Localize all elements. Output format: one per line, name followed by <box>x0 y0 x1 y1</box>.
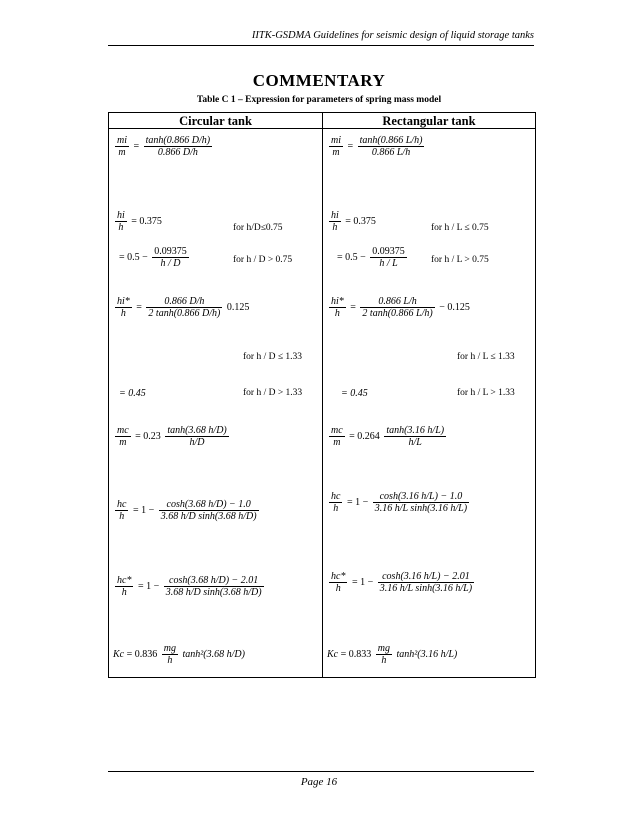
rectangular-hi-star-formula: $\frac{hi*}{h}$ = $\frac{0.866 L/h}{2 \tanh(0.866 L/h)}$ − 0.125 <box>331 296 470 319</box>
rectangular-mc-formula: $\frac{mc}{m}$ = 0.264 $\frac{\tanh(3.16 h/L)}{h/L}$ <box>331 425 445 448</box>
circular-hi-formula-2: = 0.5 − $\frac{0.09375}{h / D}$ <box>119 246 187 269</box>
circular-kc-formula: Kc = 0.836 $\frac{mg}{h}$ tanh²(3.68 h/D) <box>113 643 245 666</box>
rectangular-hi-condition-2: for h / L > 0.75 <box>431 255 489 265</box>
rectangular-hi-condition-1: for h / L ≤ 0.75 <box>431 223 489 233</box>
rectangular-hi-star-condition-2: for h / L > 1.33 <box>457 388 515 398</box>
circular-mi-formula: $\frac{mi}{m}$ = $\frac{\tanh(0.866 D/h)}{0.866 D/h}$ <box>117 135 211 158</box>
rectangular-hc-formula: $\frac{hc}{h}$ = 1 − $\frac{\cosh(3.16 h/L) - 1.0}{\text{3.16 h/L sinh(3.16 h/L)}}$ <box>331 491 468 514</box>
column-divider <box>322 113 323 677</box>
rectangular-hi-formula-1: $\frac{hi}{h}$ = 0.375 <box>331 210 376 233</box>
section-heading: COMMENTARY <box>252 71 386 90</box>
column-header-rectangular: Rectangular tank <box>382 114 476 128</box>
circular-hi-condition-1: for h/D≤0.75 <box>233 223 283 233</box>
circular-hc-formula: $\frac{hc}{h}$ = 1 − $\frac{\cosh(3.68 h/D) - 1.0}{\text{3.68 h/D sinh(3.68 h/D)}}$ <box>117 499 257 522</box>
rectangular-hc-star-formula: $\frac{hc*}{h}$ = 1 − $\frac{\cosh(3.16 h/L) - 2.01}{\text{3.16 h/L sinh(3.16 h/L)}}$ <box>331 571 473 594</box>
circular-hi-star-formula: $\frac{hi*}{h}$ = $\frac{0.866 D/h}{2 \tanh(0.866 D/h)}$ 0.125 <box>117 296 250 319</box>
circular-mc-formula: $\frac{mc}{m}$ = 0.23 $\frac{\tanh(3.68 h/D)}{h/D}$ <box>117 425 227 448</box>
circular-hi-formula-1: $\frac{hi}{h}$ = 0.375 <box>117 210 162 233</box>
rectangular-kc-formula: Kc = 0.833 $\frac{mg}{h}$ tanh²(3.16 h/L) <box>327 643 458 666</box>
circular-hi-star-formula-2: = 0.45 <box>119 388 146 399</box>
circular-hi-star-condition-1: for h / D ≤ 1.33 <box>243 352 303 362</box>
circular-hi-star-condition-2: for h / D > 1.33 <box>243 388 303 398</box>
column-header-circular: Circular tank <box>179 114 252 128</box>
circular-hc-star-formula: $\frac{hc*}{h}$ = 1 − $\frac{\cosh(3.68 h/D) - 2.01}{\text{3.68 h/D sinh(3.68 h/D)}}$ <box>117 575 262 598</box>
table-caption: Table C 1 – Expression for parameters of spring mass model <box>196 95 442 105</box>
header-rule <box>108 45 534 46</box>
rectangular-hi-star-condition-1: for h / L ≤ 1.33 <box>457 352 515 362</box>
footer-rule <box>108 771 534 772</box>
page-number: Page 16 <box>300 776 338 788</box>
parameter-table <box>108 112 536 678</box>
rectangular-hi-star-formula-2: = 0.45 <box>341 388 368 399</box>
circular-hi-condition-2: for h / D > 0.75 <box>233 255 293 265</box>
rectangular-mi-formula: $\frac{mi}{m}$ = $\frac{\tanh(0.866 L/h)}{0.866 L/h}$ <box>331 135 423 158</box>
rectangular-hi-formula-2: = 0.5 − $\frac{0.09375}{h / L}$ <box>337 246 405 269</box>
running-header: IITK-GSDMA Guidelines for seismic design of liquid storage tanks <box>251 30 534 41</box>
